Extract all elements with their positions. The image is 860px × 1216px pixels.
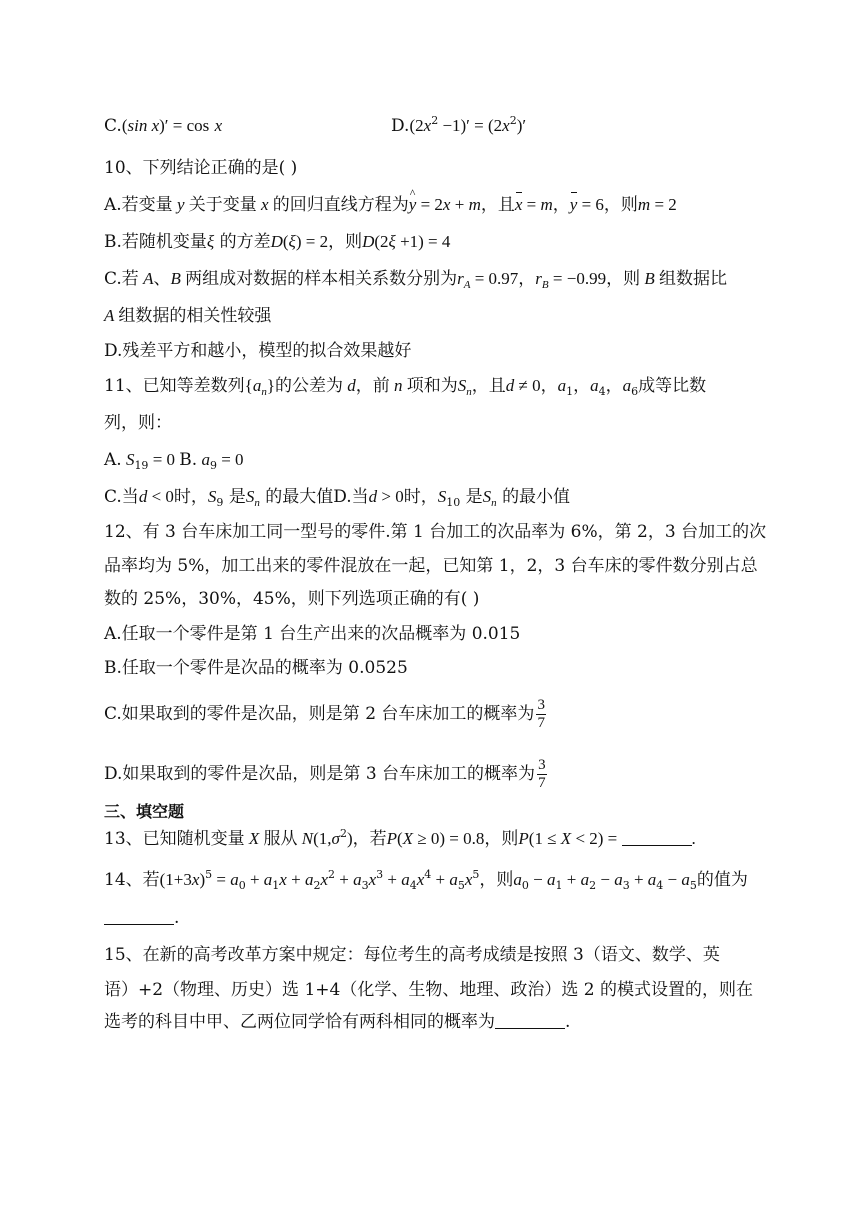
q11-options-ab: A. $S_{19} = 0$ B. $a_9 = 0$ bbox=[104, 450, 244, 472]
q13: 13、已知随机变量 X 服从 $N(1,\sigma^2)$，若P(X ≥ 0) = 0.8，则P(1 ≤ X < 2) = . bbox=[104, 827, 696, 849]
q12-line1: 12、有 3 台车床加工同一型号的零件.第 1 台加工的次品率为 6%，第 2，3 台加工的次 bbox=[104, 522, 767, 542]
answer-blank[interactable] bbox=[622, 829, 692, 846]
q12-option-a: A.任取一个零件是第 1 台生产出来的次品概率为 0.015 bbox=[104, 624, 521, 644]
q12-line3: 数的 25%，30%，45%，则下列选项正确的有( ) bbox=[104, 589, 480, 609]
section-title: 三、填空题 bbox=[104, 802, 185, 821]
q9-options-cd: C.(sin x)′ = cos x $D.(2x^2 -1)' = (2x^2)'$ bbox=[104, 114, 527, 136]
q14-blank-line: . bbox=[104, 906, 179, 930]
q10-stem: 10、下列结论正确的是( ) bbox=[104, 158, 298, 178]
q12-option-c: C.如果取到的零件是次品，则是第 2 台车床加工的概率为 $\frac{3}{7}$ bbox=[104, 697, 545, 731]
q10-option-a: A.若变量 y 关于变量 x 的回归直线方程为^ y = 2x + m，且x = m，y = 6，则m = 2 bbox=[104, 193, 677, 217]
answer-blank[interactable] bbox=[495, 1012, 565, 1029]
q9-d-label: D. bbox=[391, 116, 410, 136]
q10-option-c: C.若 A、B 两组成对数据的样本相关系数分别为$r_A = 0.97$，$r_B = -0.99$，则 B 组数据比 bbox=[104, 269, 727, 291]
fraction: $\frac{3}{7}$ bbox=[538, 757, 546, 791]
q10-option-b: B.若随机变量ξ 的方差D(ξ) = 2，则D(2ξ +1) = 4 bbox=[104, 232, 451, 252]
q12-line2: 品率均为 5%，加工出来的零件混放在一起，已知第 1，2，3 台车床的零件数分别占总 bbox=[104, 556, 758, 576]
q9-c-label: C. bbox=[104, 116, 122, 136]
fraction: $\frac{3}{7}$ bbox=[537, 697, 545, 731]
q11-options-cd: C.当d < 0时，$S_9$ 是$S_n$ 的最大值D.当d > 0时，$S_{10}$ 是$S_n$ 的最小值 bbox=[104, 487, 571, 509]
q11-stem-cont: 列，则： bbox=[104, 413, 172, 433]
q12-option-d: D.如果取到的零件是次品，则是第 3 台车床加工的概率为 $\frac{3}{7}$ bbox=[104, 757, 546, 791]
answer-blank[interactable] bbox=[104, 908, 174, 925]
q12-option-b: B.任取一个零件是次品的概率为 0.0525 bbox=[104, 658, 408, 678]
q11-stem: 11、已知等差数列$\{a_n\}$的公差为 d，前 n 项和为$S_n$，且d ≠ 0，$a_1$，$a_4$，$a_6$成等比数 bbox=[104, 376, 707, 398]
q14: 14、若$(1+3x)^5 = a_0 + a_1x + a_2x^2 + a_3x^3 + a_4x^4 + a_5x^5$，则$a_0 - a_1 + a_2 - a_3 + a_4 - a_5$的值为 bbox=[104, 868, 748, 892]
q10-option-c-cont: A 组数据的相关性较强 bbox=[104, 306, 272, 326]
q15-line2: 语）+2（物理、历史）选 1+4（化学、生物、地理、政治）选 2 的模式设置的，则在 bbox=[104, 980, 753, 1000]
q10-option-d: D.残差平方和越小，模型的拟合效果越好 bbox=[104, 341, 412, 361]
q15-line1: 15、在新的高考改革方案中规定：每位考生的高考成绩是按照 3（语文、数学、英 bbox=[104, 945, 720, 965]
q15-line3: 选考的科目中甲、乙两位同学恰有两科相同的概率为 . bbox=[104, 1012, 571, 1032]
